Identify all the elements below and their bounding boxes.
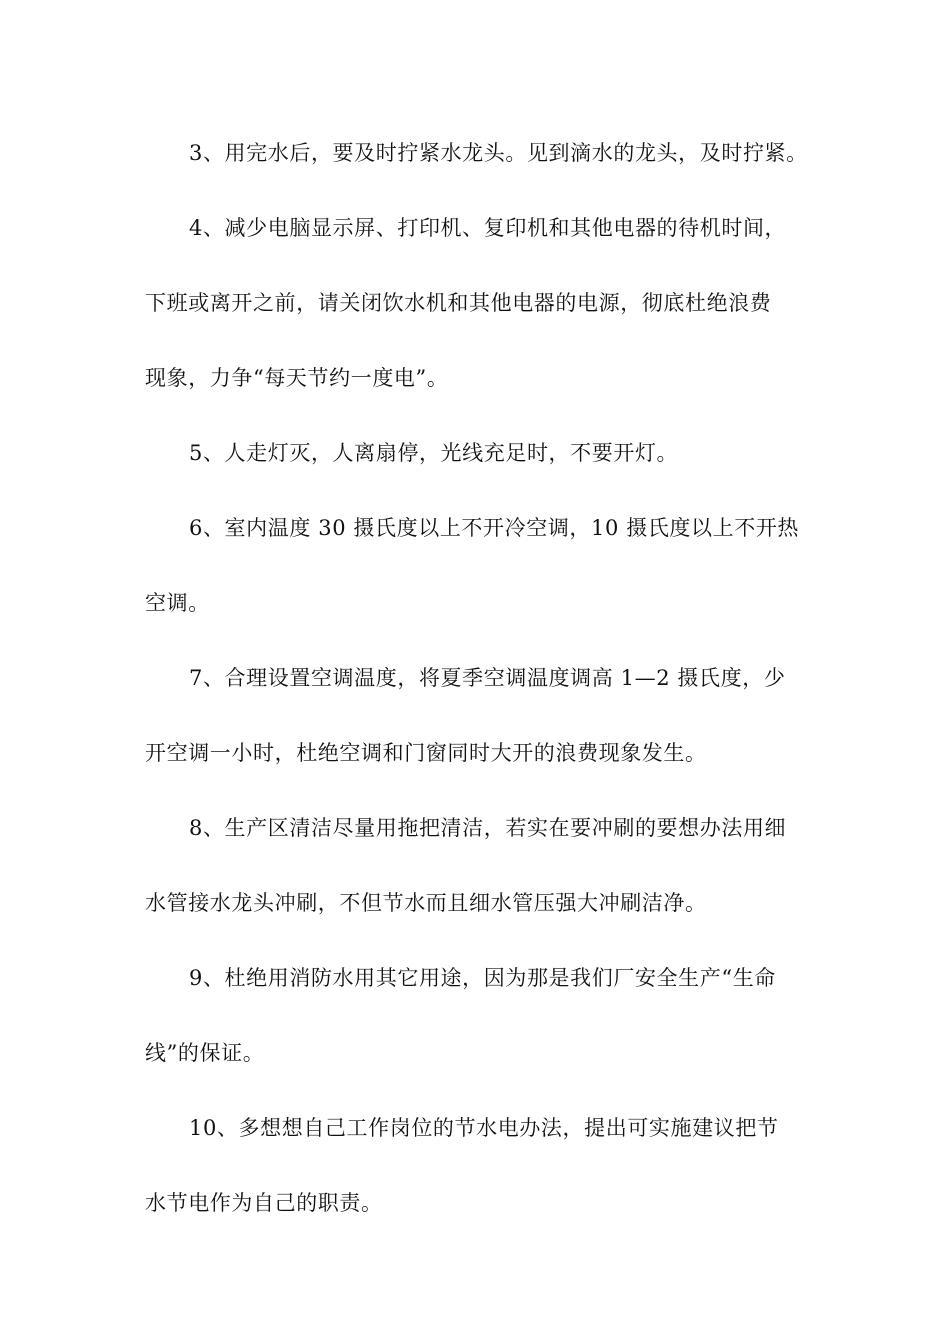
paragraph-9-line-1: 9、杜绝用消防水用其它用途，因为那是我们厂安全生产“生命 bbox=[189, 966, 776, 990]
paragraph-3-line-1: 3、用完水后，要及时拧紧水龙头。见到滴水的龙头，及时拧紧。 bbox=[189, 141, 808, 165]
paragraph-9-line-2: 线”的保证。 bbox=[145, 1041, 265, 1065]
paragraph-10-line-1: 10、多想想自己工作岗位的节水电办法，提出可实施建议把节 bbox=[189, 1116, 779, 1140]
paragraph-10-line-2: 水节电作为自己的职责。 bbox=[145, 1191, 383, 1215]
paragraph-7-line-2: 开空调一小时，杜绝空调和门窗同时大开的浪费现象发生。 bbox=[145, 741, 707, 765]
paragraph-4-line-1: 4、减少电脑显示屏、打印机、复印机和其他电器的待机时间， bbox=[189, 216, 787, 240]
paragraph-6-line-2: 空调。 bbox=[145, 591, 210, 615]
paragraph-6-line-1: 6、室内温度 30 摄氏度以上不开冷空调，10 摄氏度以上不开热 bbox=[189, 516, 800, 540]
paragraph-8-line-1: 8、生产区清洁尽量用拖把清洁，若实在要冲刷的要想办法用细 bbox=[189, 816, 787, 840]
paragraph-5-line-1: 5、人走灯灭，人离扇停，光线充足时，不要开灯。 bbox=[189, 441, 679, 465]
paragraph-8-line-2: 水管接水龙头冲刷，不但节水而且细水管压强大冲刷洁净。 bbox=[145, 891, 707, 915]
paragraph-7-line-1: 7、合理设置空调温度，将夏季空调温度调高 1—2 摄氏度，少 bbox=[189, 666, 786, 690]
paragraph-4-line-3: 现象，力争“每天节约一度电”。 bbox=[145, 366, 449, 390]
paragraph-4-line-2: 下班或离开之前，请关闭饮水机和其他电器的电源，彻底杜绝浪费 bbox=[145, 291, 772, 315]
document-body bbox=[145, 128, 810, 1253]
